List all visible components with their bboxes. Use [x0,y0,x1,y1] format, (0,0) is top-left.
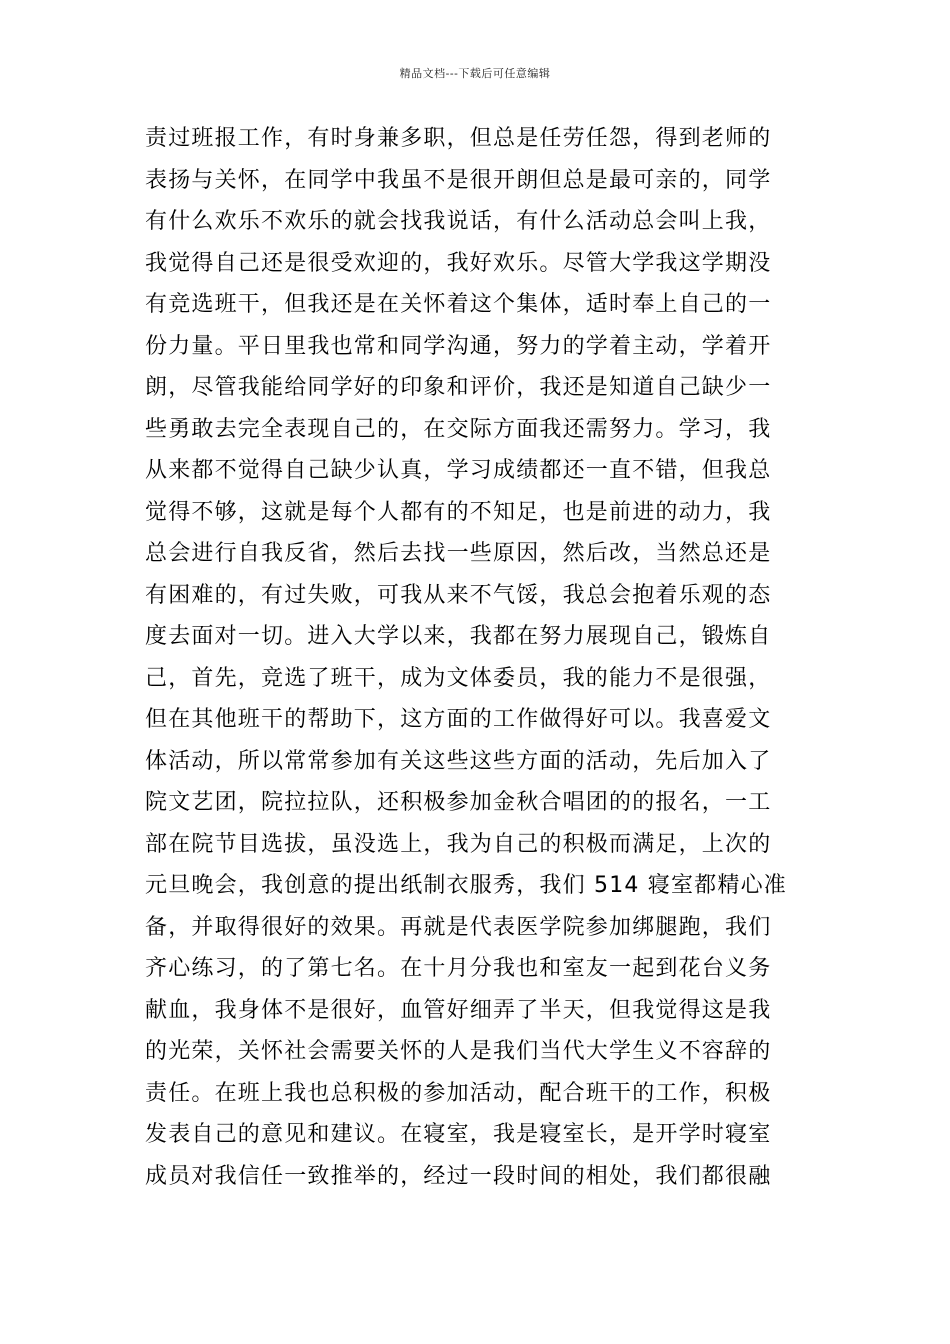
text-line: 有什么欢乐不欢乐的就会找我说话，有什么活动总会叫上我， [145,209,772,234]
text-line: 觉得不够，这就是每个人都有的不知足，也是前进的动力，我 [145,499,772,525]
text-line: 总会进行自我反省，然后去找一些原因，然后改，当然总还是 [145,541,772,566]
text-line: 成员对我信任一致推举的，经过一段时间的相处，我们都很融 [145,1163,772,1189]
text-line: 己，首先，竞选了班干，成为文体委员，我的能力不是很强， [145,665,772,691]
text-line: 朗，尽管我能给同学好的印象和评价，我还是知道自己缺少一 [145,375,772,400]
text-line: 体活动，所以常常参加有关这些这些方面的活动，先后加入了 [145,748,772,774]
text-line: 有竞选班干，但我还是在关怀着这个集体，适时奉上自己的一 [145,292,772,317]
text-line: 院文艺团，院拉拉队，还积极参加金秋合唱团的的报名，一工 [145,790,772,815]
text-line: 我觉得自己还是很受欢迎的，我好欢乐。尽管大学我这学期没 [145,250,772,276]
text-line: 责任。在班上我也总积极的参加活动，配合班干的工作，积极 [145,1080,772,1106]
text-line: 有困难的，有过失败，可我从来不气馁，我总会抱着乐观的态 [145,582,772,608]
text-line: 元旦晚会，我创意的提出纸制衣服秀，我们 514 寝室都精心准 [145,873,787,898]
text-line: 备，并取得很好的效果。再就是代表医学院参加绑腿跑，我们 [145,914,772,940]
text-line: 但在其他班干的帮助下，这方面的工作做得好可以。我喜爱文 [145,707,772,732]
text-line: 发表自己的意见和建议。在寝室，我是寝室长，是开学时寝室 [145,1122,772,1147]
body-text [145,118,811,1197]
text-line: 表扬与关怀，在同学中我虽不是很开朗但总是最可亲的，同学 [145,167,772,193]
text-line: 份力量。平日里我也常和同学沟通，努力的学着主动，学着开 [145,333,772,359]
text-line: 些勇敢去完全表现自己的，在交际方面我还需努力。学习，我 [145,416,772,442]
text-line: 从来都不觉得自己缺少认真，学习成绩都还一直不错，但我总 [145,458,772,483]
page-header: 精品文档---下载后可任意编辑 [399,67,551,80]
text-line: 责过班报工作，有时身兼多职，但总是任劳任怨，得到老师的 [145,126,772,151]
text-line: 齐心练习，的了第七名。在十月分我也和室友一起到花台义务 [145,956,772,981]
text-line: 部在院节目选拔，虽没选上，我为自己的积极而满足，上次的 [145,831,772,857]
text-line: 的光荣，关怀社会需要关怀的人是我们当代大学生义不容辞的 [145,1039,772,1064]
text-line: 献血，我身体不是很好，血管好细弄了半天，但我觉得这是我 [145,997,772,1023]
text-line: 度去面对一切。进入大学以来，我都在努力展现自己，锻炼自 [145,624,772,649]
